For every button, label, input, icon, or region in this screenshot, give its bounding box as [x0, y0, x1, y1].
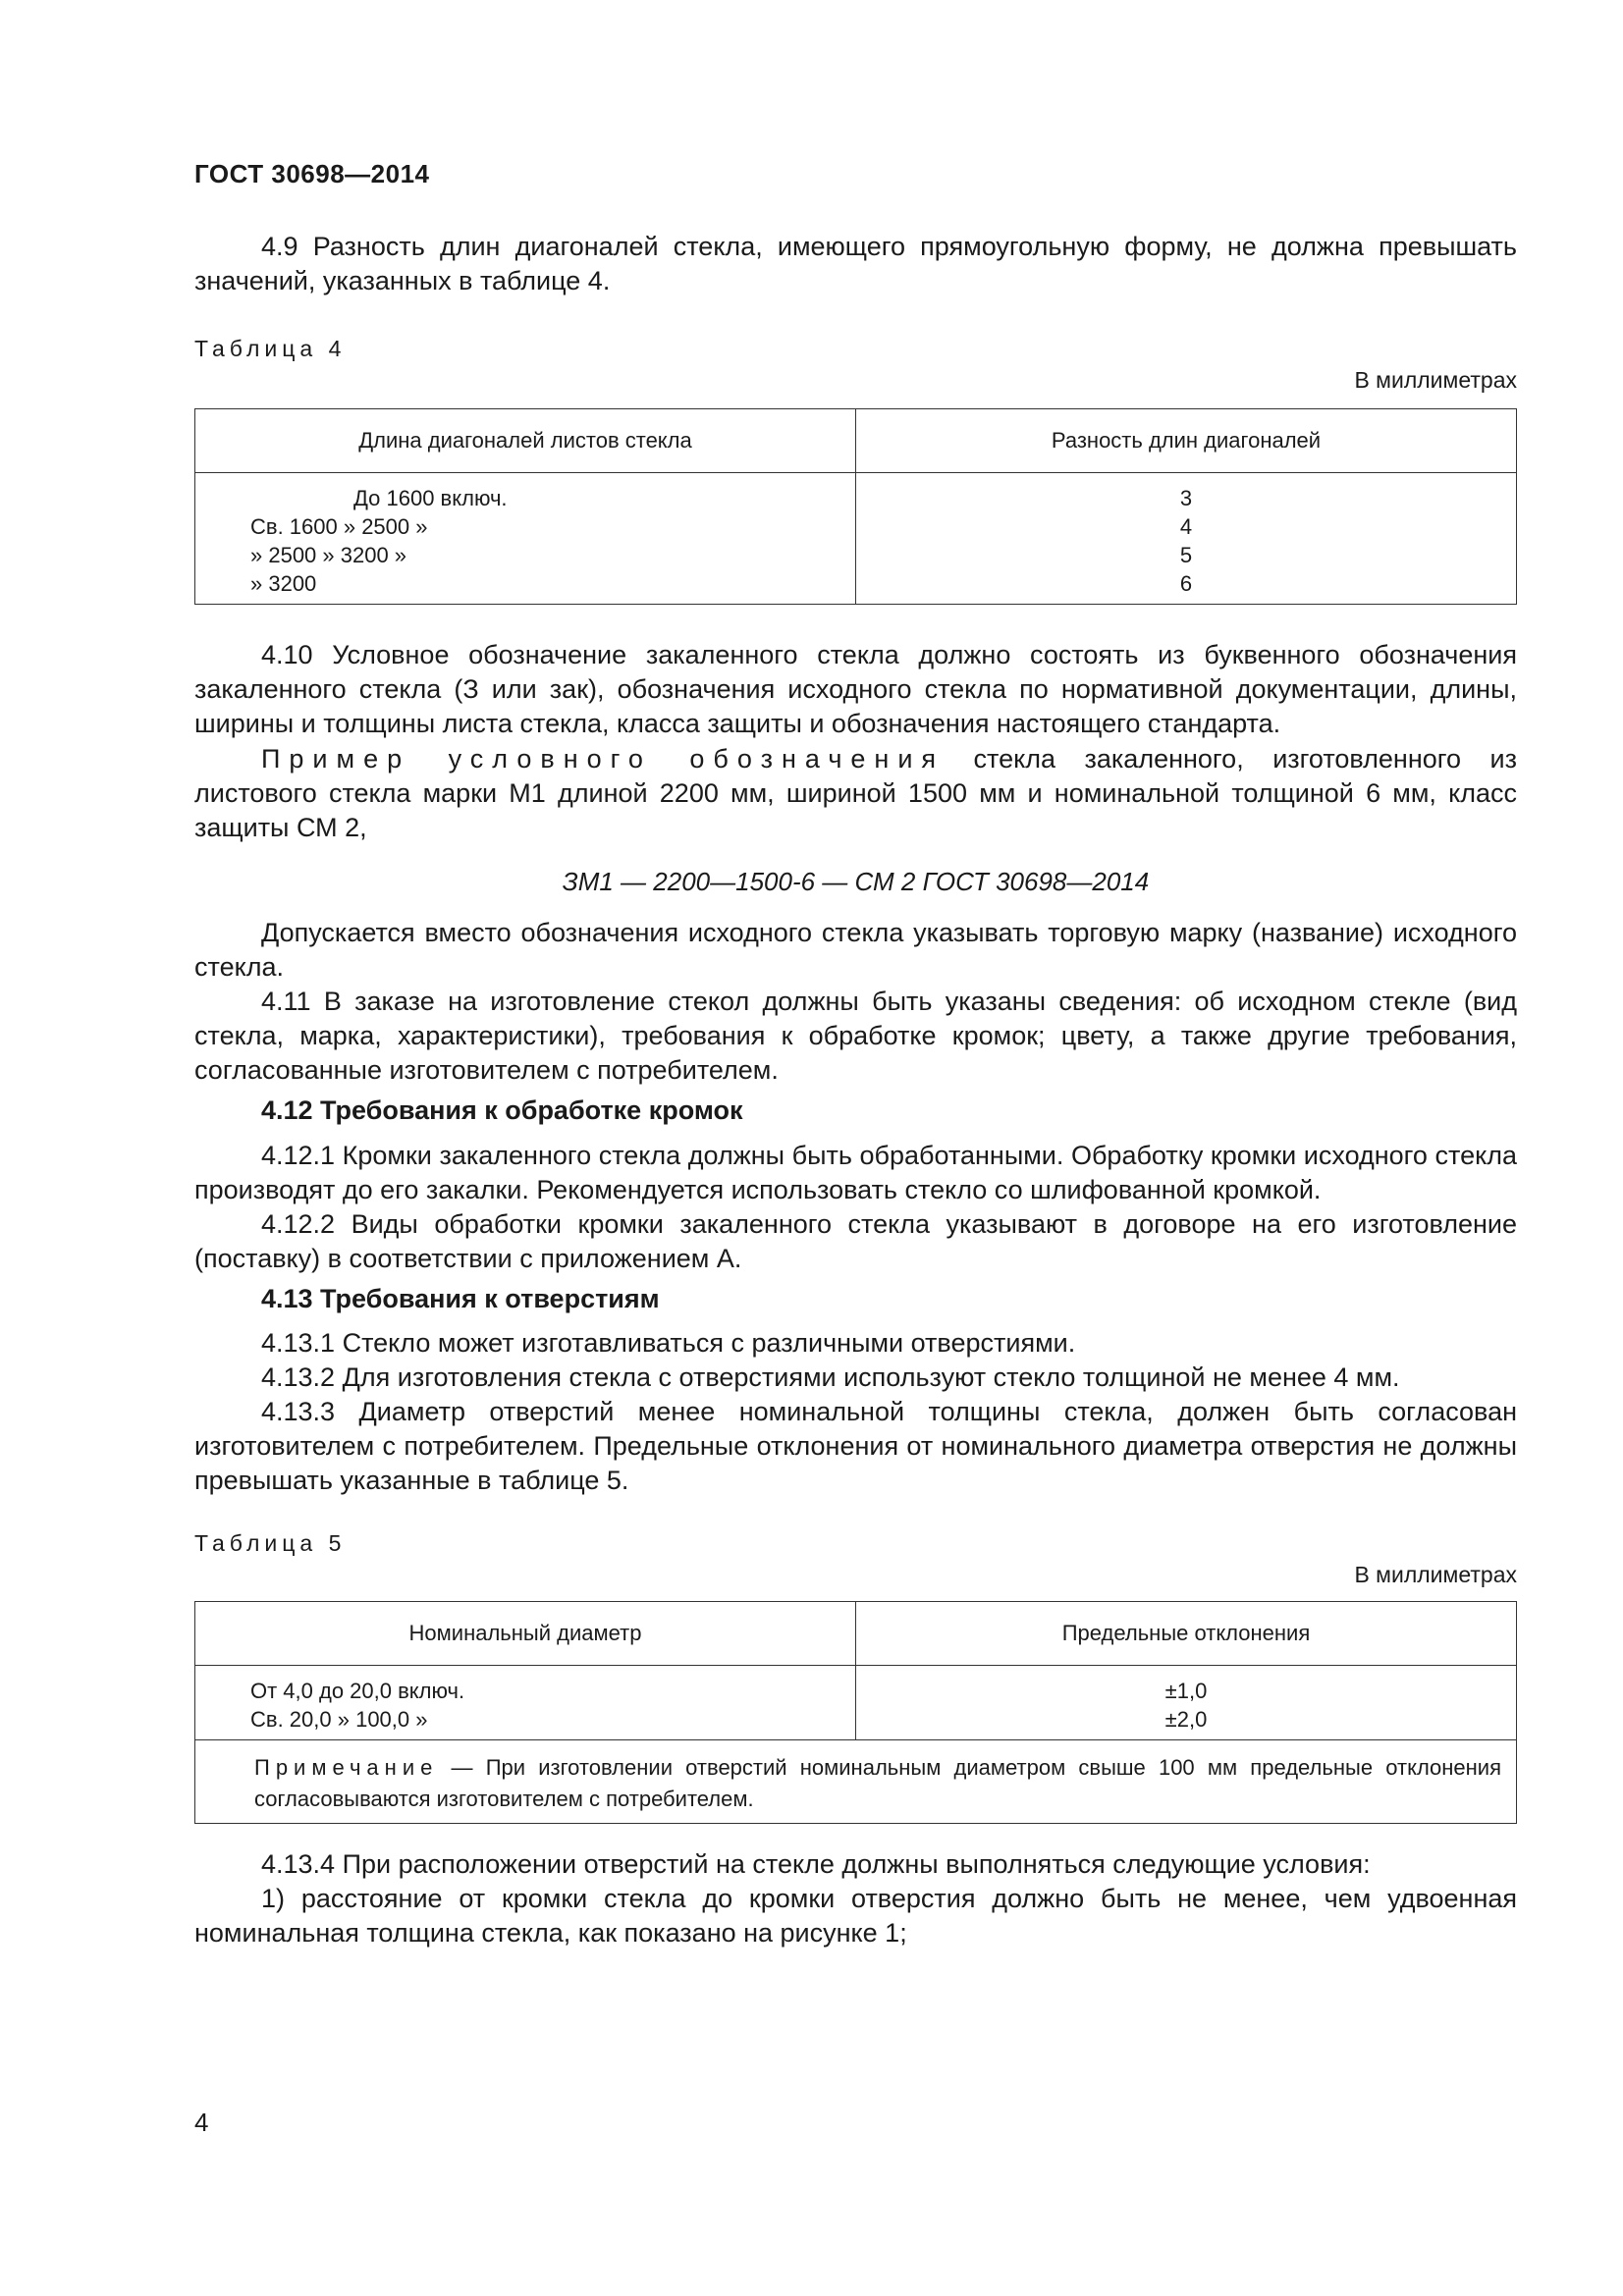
table4-header-length: Длина диагоналей листов стекла: [195, 409, 856, 473]
table-5: [194, 1601, 1517, 1824]
table4-diff-value: 6: [1179, 571, 1193, 596]
paragraph-example: [194, 742, 1517, 845]
table4-diff-value: 5: [1179, 543, 1193, 567]
example-text: стекла закаленного, изготовленного из листового стекла марки М1 длиной 2200 мм, шириной 1500 мм и номинальной толщиной 6 мм, класс защиты СМ 2,: [194, 744, 1517, 842]
table4-length-value: Св. 1600 » 2500 »: [250, 514, 428, 539]
document-page: [194, 0, 1517, 2296]
table5-diameter-value: Св. 20,0 » 100,0 »: [250, 1707, 428, 1732]
paragraph-4-12-2: 4.12.2 Виды обработки кромки закаленного стекла указывают в договоре на его изготовление (поставку) в соответствии с приложением А.: [194, 1209, 1517, 1273]
table5-diameter-value: От 4,0 до 20,0 включ.: [250, 1679, 465, 1703]
heading-4-12: 4.12 Требования к обработке кромок: [261, 1095, 743, 1125]
paragraph-4-13-4-item-1: 1) расстояние от кромки стекла до кромки отверстия должно быть не менее, чем удвоенная номинальная толщина стекла, как показано на рисунке 1;: [194, 1884, 1517, 1948]
paragraph-4-13-3: 4.13.3 Диаметр отверстий менее номинальной толщины стекла, должен быть согласован изготовителем с потребителем. Предельные отклонения от номинального диаметра отверстия не должны превышать указанные в таблице 5.: [194, 1397, 1517, 1495]
table5-header-deviation: Предельные отклонения: [856, 1602, 1517, 1666]
example-label: Пример условного обозначения: [261, 744, 946, 774]
table5-deviation-value: ±1,0: [1164, 1679, 1208, 1703]
table4-length-value: До 1600 включ.: [353, 486, 508, 510]
table5-header-diameter: Номинальный диаметр: [195, 1602, 856, 1666]
paragraph-4-12-1: 4.12.1 Кромки закаленного стекла должны быть обработанными. Обработку кромки исходного стекла производят до его закалки. Рекомендуется использовать стекло со шлифованной кромкой.: [194, 1141, 1517, 1204]
table5-note-text: — При изготовлении отверстий номинальным диаметром свыше 100 мм предельные отклонения согласовываются изготовителем с потребителем.: [254, 1755, 1501, 1811]
table4-diff-cell: [856, 473, 1517, 605]
table5-deviation-cell: [856, 1666, 1517, 1740]
table5-units: В миллиметрах: [1354, 1562, 1517, 1587]
paragraph-4-13-4: 4.13.4 При расположении отверстий на стекле должны выполняться следующие условия:: [261, 1849, 1371, 1879]
table4-units: В миллиметрах: [1354, 367, 1517, 393]
paragraph-4-9: 4.9 Разность длин диагоналей стекла, имеющего прямоугольную форму, не должна превышать значений, указанных в таблице 4.: [194, 232, 1517, 295]
table5-note-label: Примечание: [254, 1755, 439, 1780]
table4-header-diff: Разность длин диагоналей: [856, 409, 1517, 473]
paragraph-allowed: Допускается вместо обозначения исходного стекла указывать торговую марку (название) исходного стекла.: [194, 918, 1517, 982]
paragraph-4-11: 4.11 В заказе на изготовление стекол должны быть указаны сведения: об исходном стекле (вид стекла, марка, характеристики), требования к обработке кромок; цвету, а также другие требования, согласованные изготовителем с потребителем.: [194, 987, 1517, 1085]
table4-length-value: » 3200: [250, 571, 317, 596]
paragraph-4-13-1: 4.13.1 Стекло может изготавливаться с различными отверстиями.: [261, 1328, 1076, 1358]
table4-length-cell: [195, 473, 856, 605]
table4-diff-value: 4: [1179, 514, 1193, 539]
page-number: 4: [194, 2108, 209, 2137]
table4-length-value: » 2500 » 3200 »: [250, 543, 407, 567]
paragraph-4-13-2: 4.13.2 Для изготовления стекла с отверстиями используют стекло толщиной не менее 4 мм.: [261, 1362, 1400, 1392]
table5-diameter-cell: [195, 1666, 856, 1740]
table5-deviation-value: ±2,0: [1164, 1707, 1208, 1732]
table5-note: [195, 1740, 1517, 1824]
table4-caption: Таблица 4: [194, 336, 347, 361]
table-4: [194, 408, 1517, 605]
page-header: ГОСТ 30698—2014: [194, 159, 430, 188]
table5-caption: Таблица 5: [194, 1530, 347, 1556]
designation-formula: ЗМ1 — 2200—1500-6 — СМ 2 ГОСТ 30698—2014: [562, 867, 1150, 896]
heading-4-13: 4.13 Требования к отверстиям: [261, 1284, 660, 1313]
table4-diff-value: 3: [1179, 486, 1193, 510]
paragraph-4-10: 4.10 Условное обозначение закаленного стекла должно состоять из буквенного обозначения закаленного стекла (З или зак), обозначения исходного стекла по нормативной документации, длины, ширины и толщины листа стекла, класса защиты и обозначения настоящего стандарта.: [194, 640, 1517, 738]
